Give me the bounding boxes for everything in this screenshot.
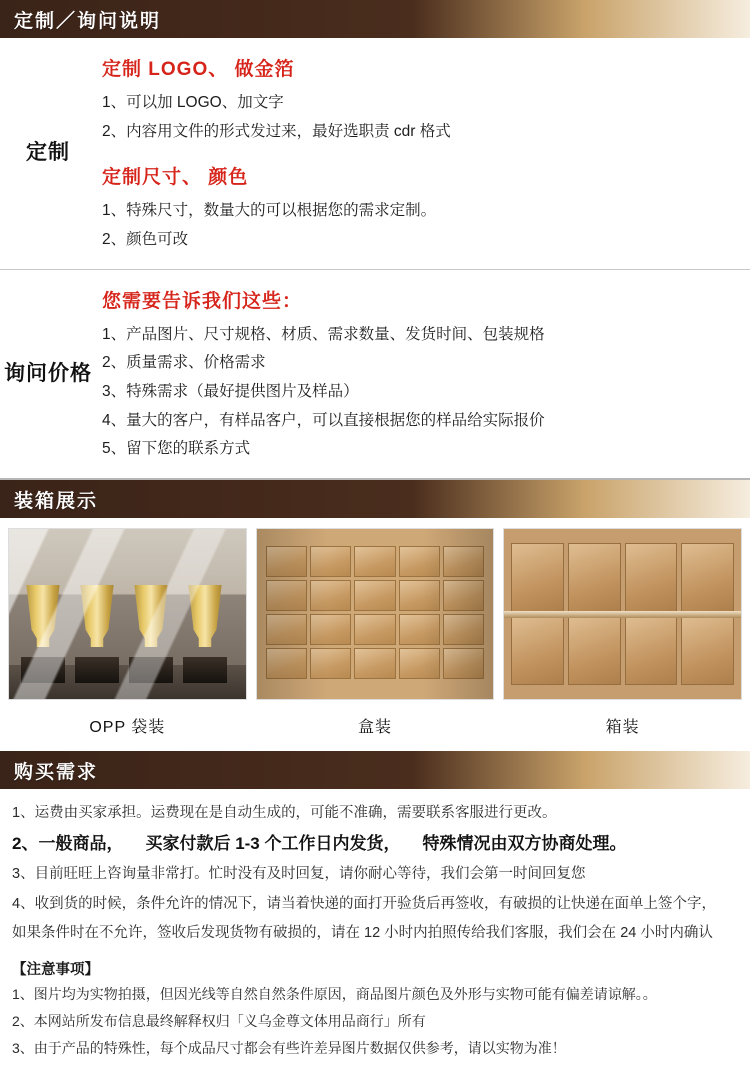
trophies-in-opp-bags-photo [8,528,247,700]
custom-row-customization [0,38,750,269]
list-item: 3、特殊需求（最好提供图片及样品） [102,383,359,401]
section-banner-packing [0,480,750,518]
buy-line-dispatch-part3: 特殊情况由双方协商处理。 [422,834,627,854]
section-banner-custom-title: 定制／询问说明 [14,10,162,32]
inquiry-body [96,270,750,478]
large-cartons-photo [503,528,742,700]
list-item: 1、产品图片、尺寸规格、材质、需求数量、发货时间、包装规格 [102,325,545,343]
list-item: 2、颜色可改 [102,231,189,249]
custom-row-body [96,38,750,269]
inquiry-list [102,321,740,464]
packing-caption: 盒装 [358,719,393,737]
stacked-small-cartons-photo [256,528,495,700]
section-banner-custom [0,0,750,38]
custom-row-inquiry [0,269,750,478]
buy-line-dispatch [12,827,738,860]
packing-caption: 箱装 [605,719,640,737]
custom-row-label-dingzhi: 定制 [26,141,70,165]
packing-item-carton [503,528,742,749]
packing-strap [504,611,741,618]
bottom-spacer [12,1063,738,1073]
buy-line-shipping: 1、运费由买家承担。运费现在是自动生成的，可能不准确，需要联系客服进行更改。 [12,805,557,822]
custom-size-heading: 定制尺寸、 颜色 [102,167,249,189]
section-banner-buy [0,751,750,789]
photo-vignette [257,529,494,699]
packing-item-opp [8,528,247,749]
section-banner-buy-title: 购买需求 [14,761,99,783]
custom-size-list [102,197,740,254]
inquiry-heading: 您需要告诉我们这些： [102,290,303,312]
opp-bag-sheen [9,529,246,699]
custom-logo-list [102,89,740,146]
buy-line-dispatch-part1: 2、一般商品， [12,834,124,854]
packing-item-box [256,528,495,749]
notice-line: 1、图片均为实物拍摄，但因光线等自然自然条件原因，商品图片颜色及外形与实物可能有偏差请谅解。。 [12,985,657,1002]
buy-line-dispatch-part2: 买家付款后 1-3 个工作日内发货， [145,834,401,854]
custom-logo-heading: 定制 LOGO、 做金箔 [102,59,295,80]
section-banner-packing-title: 装箱展示 [14,490,99,512]
notice-line: 2、本网站所发布信息最终解释权归「义乌金尊文体用品商行」所有 [12,1013,426,1030]
packing-caption: OPP 袋装 [89,719,166,737]
list-item: 1、可以加 LOGO、加文字 [102,94,284,111]
list-item: 5、留下您的联系方式 [102,440,251,458]
packing-gallery [0,518,750,751]
list-item: 4、量大的客户，有样品客户，可以直接根据您的样品给实际报价 [102,411,545,429]
custom-section [0,38,750,480]
list-item: 2、内容用文件的形式发过来，最好选职责 cdr 格式 [102,122,451,140]
custom-row-label-xunwen: 询问价格 [4,361,92,385]
list-item: 1、特殊尺寸，数量大的可以根据您的需求定制。 [102,202,437,220]
notice-line: 3、由于产品的特殊性，每个成品尺寸都会有些许差异图片数据仅供参考，请以实物为准！ [12,1040,566,1057]
notice-title: 【注意事项】 [12,961,99,978]
buy-line-receiving-2: 如果条件时在不允许，签收后发现货物有破损的，请在 12 小时内拍照传给我们客服，我们会在 24 小时内确认 [12,925,713,942]
list-item: 2、质量需求、价格需求 [102,354,266,372]
buy-line-reply: 3、目前旺旺上咨询量非常打。忙时没有及时回复，请你耐心等待，我们会第一时间回复您 [12,866,586,883]
buy-line-receiving-1: 4、收到货的时候，条件允许的情况下，请当着快递的面打开验货后再签收，有破损的让快递在面单上签个字， [12,895,717,912]
buy-requirements-section [0,789,750,1077]
